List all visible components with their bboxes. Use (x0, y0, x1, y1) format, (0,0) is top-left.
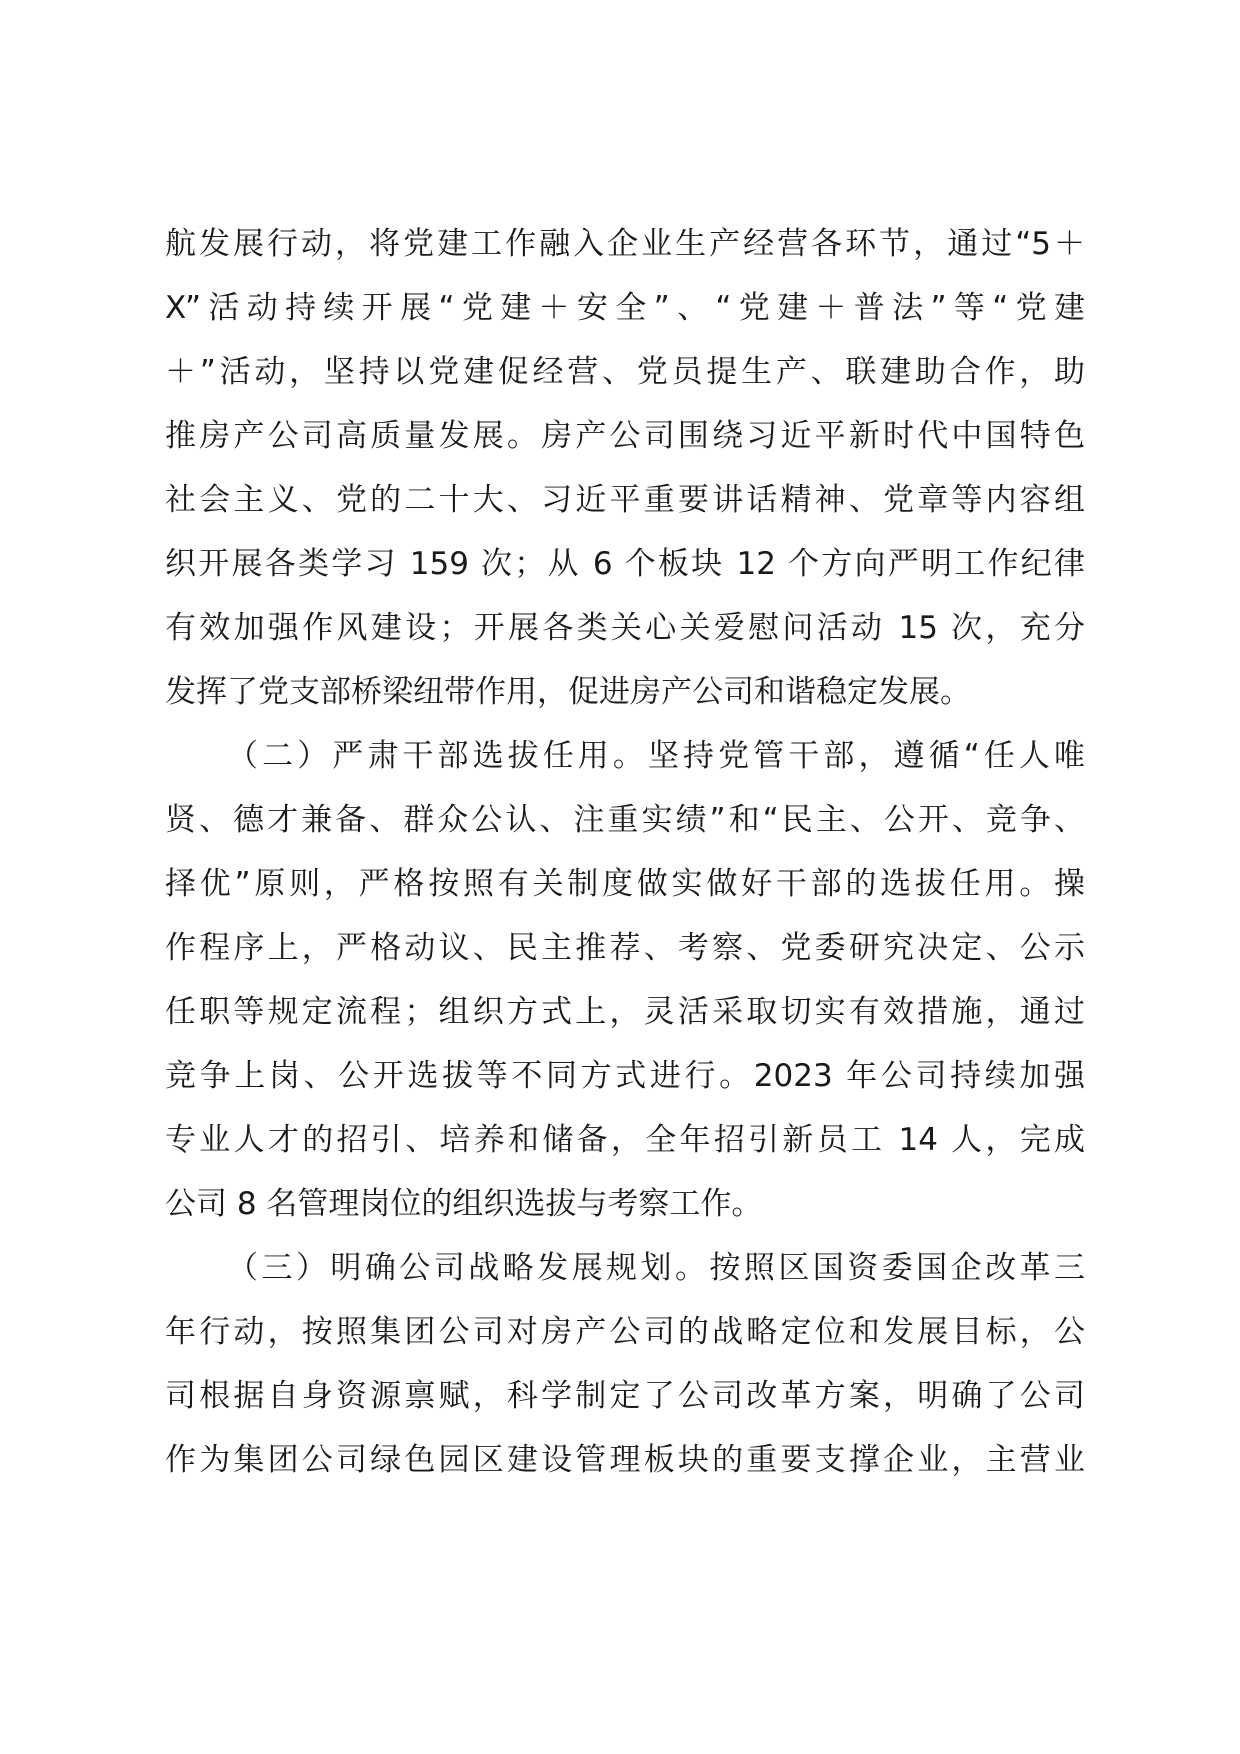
section-heading-2: （二）严肃干部选拔任用。坚持党管干部，遵循“任人唯 (227, 738, 1085, 774)
text-line: 择优”原则，严格按照有关制度做实做好干部的选拔任用。操 (165, 866, 1085, 902)
text-line: 专业人才的招引、培养和储备，全年招引新员工 14 人，完成 (165, 1122, 1085, 1158)
text-line-paragraph-end: 发挥了党支部桥梁纽带作用，促进房产公司和谐稳定发展。 (165, 674, 971, 710)
text-line: 司根据自身资源禀赋，科学制定了公司改革方案，明确了公司 (165, 1378, 1085, 1414)
text-line: 织开展各类学习 159 次；从 6 个板块 12 个方向严明工作纪律 (165, 546, 1085, 582)
text-line: X”活动持续开展“党建＋安全”、“党建＋普法”等“党建 (165, 290, 1085, 326)
text-line-paragraph-end: 公司 8 名管理岗位的组织选拔与考察工作。 (165, 1186, 763, 1222)
text-line: 年行动，按照集团公司对房产公司的战略定位和发展目标，公 (165, 1314, 1085, 1350)
text-line: 社会主义、党的二十大、习近平重要讲话精神、党章等内容组 (165, 482, 1085, 518)
text-line: 航发展行动，将党建工作融入企业生产经营各环节，通过“5＋ (165, 226, 1085, 262)
text-line: 作为集团公司绿色园区建设管理板块的重要支撑企业，主营业 (165, 1442, 1085, 1478)
text-line: 有效加强作风建设；开展各类关心关爱慰问活动 15 次，充分 (165, 610, 1085, 646)
text-line: 竞争上岗、公开选拔等不同方式进行。2023 年公司持续加强 (165, 1058, 1085, 1094)
text-line: ＋”活动，坚持以党建促经营、党员提生产、联建助合作，助 (165, 354, 1085, 390)
section-heading-3: （三）明确公司战略发展规划。按照区国资委国企改革三 (227, 1250, 1085, 1286)
text-line: 推房产公司高质量发展。房产公司围绕习近平新时代中国特色 (165, 418, 1085, 454)
text-line: 作程序上，严格动议、民主推荐、考察、党委研究决定、公示 (165, 930, 1085, 966)
text-line: 贤、德才兼备、群众公认、注重实绩”和“民主、公开、竞争、 (165, 802, 1085, 838)
text-line: 任职等规定流程；组织方式上，灵活采取切实有效措施，通过 (165, 994, 1085, 1030)
